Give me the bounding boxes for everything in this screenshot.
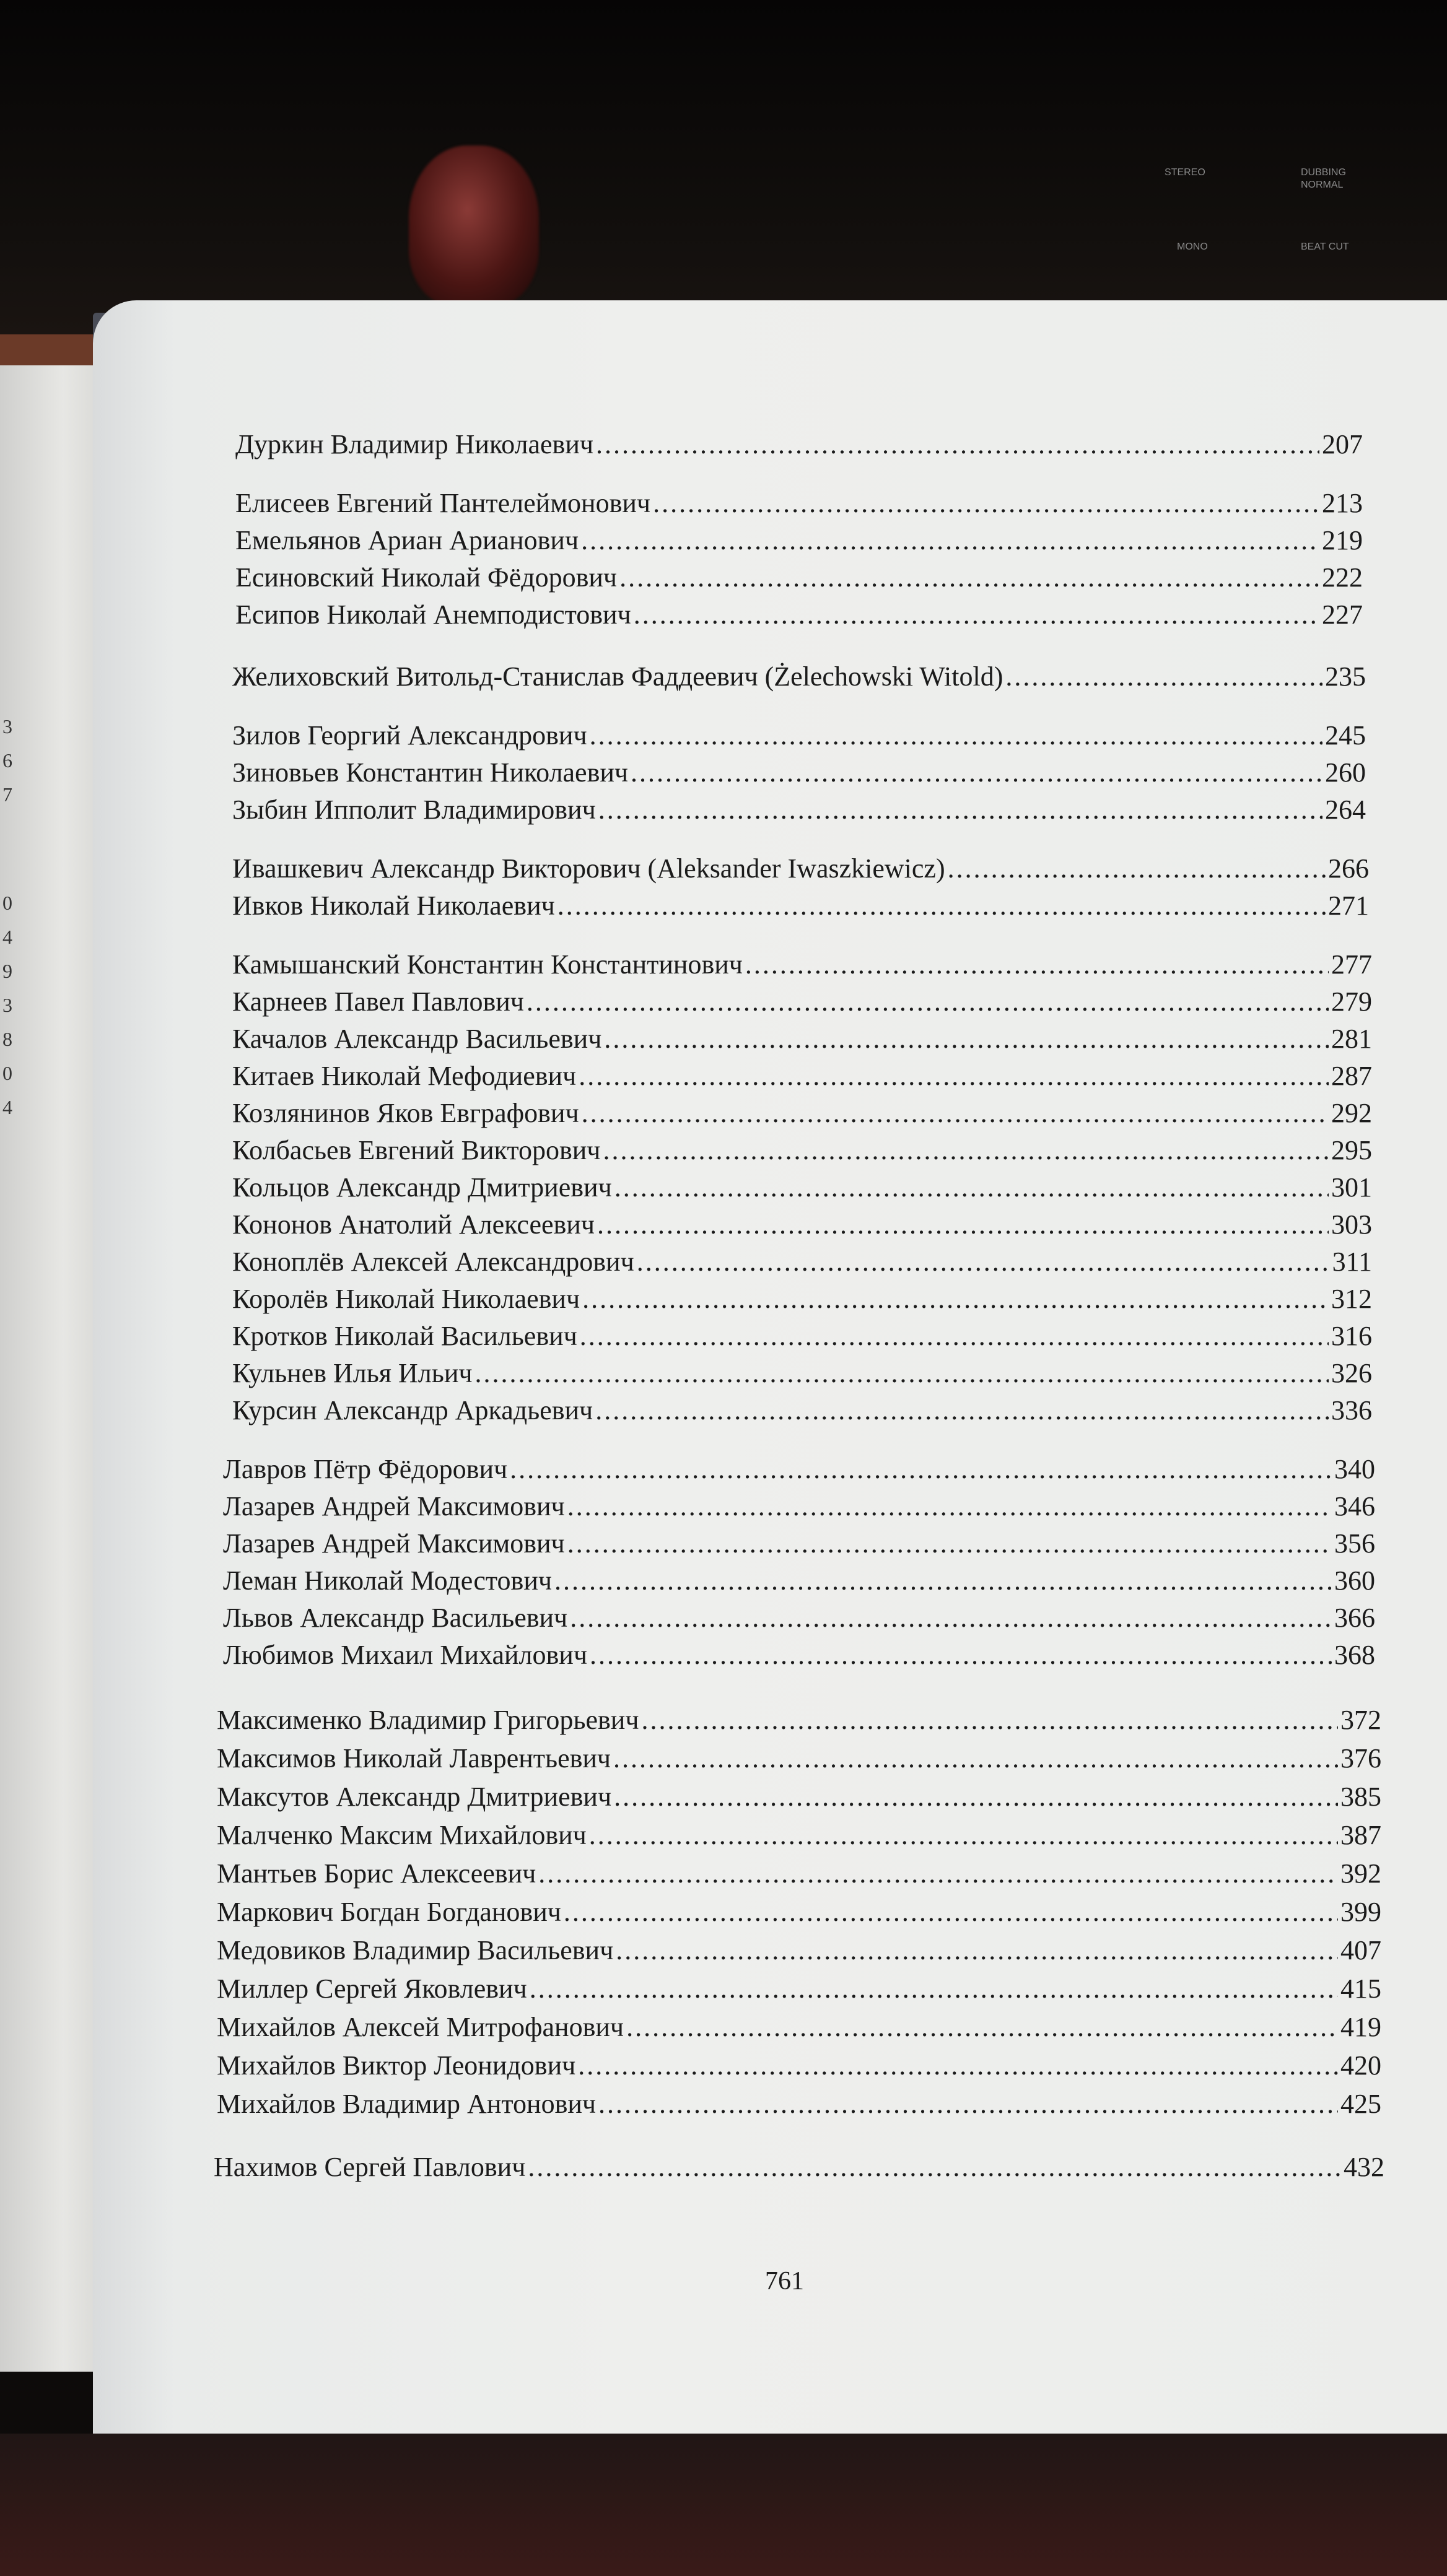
toc-leader-dots bbox=[604, 1022, 1329, 1056]
toc-entry-page: 287 bbox=[1331, 1061, 1372, 1091]
toc-entry-name: Кульнев Илья Ильич bbox=[232, 1358, 473, 1388]
toc-entry bbox=[232, 718, 1366, 753]
toc-leader-dots bbox=[582, 1096, 1329, 1131]
toc-entry-name: Михайлов Владимир Антонович bbox=[217, 2089, 597, 2119]
toc-leader-dots bbox=[637, 1245, 1330, 1279]
toc-entry bbox=[217, 1818, 1381, 1853]
toc-entry-page: 292 bbox=[1331, 1098, 1372, 1128]
toc-entry-page: 420 bbox=[1340, 2050, 1381, 2081]
toc-leader-dots bbox=[597, 1208, 1329, 1242]
toc-entry bbox=[217, 1856, 1381, 1891]
toc-entry bbox=[232, 1319, 1372, 1354]
toc-leader-dots bbox=[614, 1170, 1329, 1205]
toc-entry-page: 387 bbox=[1340, 1820, 1381, 1850]
toc-entry bbox=[217, 1741, 1381, 1776]
left-page-digit: 3 bbox=[2, 715, 12, 738]
toc-leader-dots bbox=[567, 1526, 1332, 1561]
toc-entry-page: 356 bbox=[1334, 1528, 1375, 1559]
toc-leader-dots bbox=[603, 1133, 1329, 1168]
toc-entry bbox=[223, 1564, 1375, 1598]
toc-leader-dots bbox=[582, 1282, 1329, 1316]
toc-entry-page: 245 bbox=[1325, 720, 1366, 751]
toc-entry bbox=[232, 1208, 1372, 1242]
toc-entry-name: Медовиков Владимир Васильевич bbox=[217, 1935, 614, 1965]
toc-leader-dots bbox=[580, 1319, 1329, 1354]
toc-entry-page: 336 bbox=[1331, 1395, 1372, 1425]
toc-entry bbox=[232, 755, 1366, 790]
toc-leader-dots bbox=[590, 718, 1322, 753]
toc-leader-dots bbox=[614, 1780, 1338, 1814]
toc-leader-dots bbox=[948, 851, 1326, 886]
toc-entry bbox=[232, 1356, 1372, 1391]
toc-entry-page: 277 bbox=[1331, 949, 1372, 980]
toc-leader-dots bbox=[641, 1703, 1338, 1738]
toc-entry-name: Китаев Николай Мефодиевич bbox=[232, 1061, 577, 1091]
toc-entry bbox=[232, 1245, 1372, 1279]
toc-entry-name: Маркович Богдан Богданович bbox=[217, 1897, 561, 1927]
toc-leader-dots bbox=[598, 2087, 1338, 2121]
left-page-digit: 7 bbox=[2, 783, 12, 806]
toc-entry-name: Лазарев Андрей Максимович bbox=[223, 1491, 565, 1521]
toc-entry bbox=[232, 1393, 1372, 1428]
toc-entry-name: Нахимов Сергей Павлович bbox=[214, 2152, 526, 2182]
toc-leader-dots bbox=[1005, 659, 1322, 694]
toc-entry-page: 281 bbox=[1331, 1024, 1372, 1054]
toc-entry-page: 366 bbox=[1334, 1603, 1375, 1633]
toc-leader-dots bbox=[538, 1856, 1338, 1891]
toc-entry bbox=[223, 1638, 1375, 1673]
toc-entry-page: 392 bbox=[1340, 1858, 1381, 1889]
toc-leader-dots bbox=[579, 1059, 1329, 1094]
toc-entry-page: 279 bbox=[1331, 986, 1372, 1017]
toc-entry-page: 264 bbox=[1325, 794, 1366, 825]
toc-leader-dots bbox=[570, 1601, 1332, 1635]
toc-entry-page: 295 bbox=[1331, 1135, 1372, 1165]
toc-entry bbox=[223, 1601, 1375, 1635]
toc-entry bbox=[217, 1972, 1381, 2006]
toc-entry bbox=[223, 1526, 1375, 1561]
toc-entry-name: Михайлов Виктор Леонидович bbox=[217, 2050, 576, 2081]
toc-entry-name: Карнеев Павел Павлович bbox=[232, 986, 524, 1017]
toc-entry-name: Есиновский Николай Фёдорович bbox=[235, 562, 618, 593]
toc-entry-page: 415 bbox=[1340, 1973, 1381, 2004]
toc-entry-name: Лавров Пётр Фёдорович bbox=[223, 1454, 508, 1484]
toc-entry bbox=[232, 1282, 1372, 1316]
toc-entry-name: Колбасьев Евгений Викторович bbox=[232, 1135, 601, 1165]
toc-leader-dots bbox=[616, 1933, 1338, 1968]
toc-leader-dots bbox=[527, 985, 1329, 1019]
toc-entry bbox=[232, 1096, 1372, 1131]
left-page-digit: 3 bbox=[2, 994, 12, 1016]
toc-entry-page: 213 bbox=[1322, 488, 1363, 518]
toc-entry bbox=[232, 793, 1366, 827]
toc-entry-name: Ивков Николай Николаевич bbox=[232, 890, 555, 921]
toc-entry-name: Есипов Николай Анемподистович bbox=[235, 599, 631, 630]
toc-leader-dots bbox=[634, 598, 1319, 632]
left-page-digit: 0 bbox=[2, 892, 12, 914]
toc-entry-name: Зилов Георгий Александрович bbox=[232, 720, 587, 751]
toc-entry-page: 340 bbox=[1334, 1454, 1375, 1484]
toc-entry-page: 301 bbox=[1331, 1172, 1372, 1203]
toc-entry-name: Кононов Анатолий Алексеевич bbox=[232, 1209, 595, 1240]
toc-entry-page: 316 bbox=[1331, 1321, 1372, 1351]
device-label: MONO bbox=[1177, 242, 1208, 252]
toc-entry-page: 372 bbox=[1340, 1705, 1381, 1735]
toc-entry bbox=[232, 1133, 1372, 1168]
toc-leader-dots bbox=[581, 523, 1319, 558]
toc-entry-name: Леман Николай Модестович bbox=[223, 1565, 553, 1596]
toc-entry-page: 303 bbox=[1331, 1209, 1372, 1240]
toc-entry-name: Качалов Александр Васильевич bbox=[232, 1024, 602, 1054]
toc-leader-dots bbox=[567, 1489, 1332, 1524]
toc-entry-page: 260 bbox=[1325, 757, 1366, 788]
toc-entry bbox=[235, 523, 1363, 558]
toc-leader-dots bbox=[510, 1452, 1332, 1487]
toc-entry bbox=[217, 1895, 1381, 1930]
page-folio: 761 bbox=[765, 2267, 804, 2295]
toc-entry bbox=[232, 1022, 1372, 1056]
toc-entry-name: Кольцов Александр Дмитриевич bbox=[232, 1172, 612, 1203]
toc-entry-name: Ивашкевич Александр Викторович (Aleksander Iwaszkiewicz) bbox=[232, 853, 945, 884]
left-page-digit: 4 bbox=[2, 1096, 12, 1118]
toc-entry-page: 368 bbox=[1334, 1640, 1375, 1670]
toc-leader-dots bbox=[745, 947, 1329, 982]
toc-entry-name: Емельянов Ариан Арианович bbox=[235, 525, 579, 555]
toc-entry bbox=[214, 2150, 1384, 2185]
toc-entry-page: 311 bbox=[1332, 1247, 1372, 1277]
toc-entry bbox=[232, 985, 1372, 1019]
toc-leader-dots bbox=[475, 1356, 1329, 1391]
toc-entry-page: 222 bbox=[1322, 562, 1363, 593]
toc-entry-page: 360 bbox=[1334, 1565, 1375, 1596]
toc-entry bbox=[217, 1780, 1381, 1814]
toc-entry-name: Зыбин Ипполит Владимирович bbox=[232, 794, 596, 825]
toc-entry-name: Кротков Николай Васильевич bbox=[232, 1321, 577, 1351]
toc-entry-page: 399 bbox=[1340, 1897, 1381, 1927]
toc-entry-name: Зиновьев Константин Николаевич bbox=[232, 757, 629, 788]
toc-leader-dots bbox=[589, 1818, 1338, 1853]
toc-entry bbox=[223, 1489, 1375, 1524]
toc-leader-dots bbox=[631, 755, 1322, 790]
toc-entry-name: Максименко Владимир Григорьевич bbox=[217, 1705, 639, 1735]
toc-entry bbox=[235, 486, 1363, 521]
toc-entry-page: 312 bbox=[1331, 1284, 1372, 1314]
toc-leader-dots bbox=[613, 1741, 1338, 1776]
toc-entry-name: Коноплёв Алексей Александрович bbox=[232, 1247, 634, 1277]
toc-entry bbox=[217, 2048, 1381, 2083]
toc-leader-dots bbox=[626, 2010, 1338, 2045]
left-page-digit: 6 bbox=[2, 749, 12, 772]
toc-entry-name: Лазарев Андрей Максимович bbox=[223, 1528, 565, 1559]
toc-entry bbox=[232, 947, 1372, 982]
toc-entry-page: 235 bbox=[1325, 661, 1366, 692]
toc-entry-page: 376 bbox=[1340, 1743, 1381, 1773]
toc-entry-name: Желиховский Витольд-Станислав Фаддеевич (Żelechowski Witold) bbox=[232, 661, 1003, 692]
toc-leader-dots bbox=[564, 1895, 1338, 1930]
toc-entry-page: 385 bbox=[1340, 1782, 1381, 1812]
toc-entry-name: Козлянинов Яков Евграфович bbox=[232, 1098, 579, 1128]
left-page-digit: 4 bbox=[2, 926, 12, 948]
toc-leader-dots bbox=[619, 560, 1319, 595]
toc-entry bbox=[217, 2010, 1381, 2045]
toc-entry bbox=[217, 2087, 1381, 2121]
toc-entry-page: 266 bbox=[1328, 853, 1369, 884]
toc-entry-name: Мантьев Борис Алексеевич bbox=[217, 1858, 536, 1889]
toc-entry-name: Камышанский Константин Константинович bbox=[232, 949, 743, 980]
toc-entry bbox=[232, 889, 1369, 923]
toc-entry bbox=[232, 1170, 1372, 1205]
toc-entry-page: 432 bbox=[1344, 2152, 1384, 2182]
toc-entry-name: Михайлов Алексей Митрофанович bbox=[217, 2012, 624, 2042]
toc-entry-name: Львов Александр Васильевич bbox=[223, 1603, 568, 1633]
toc-entry bbox=[217, 1933, 1381, 1968]
toc-entry-name: Миллер Сергей Яковлевич bbox=[217, 1973, 527, 2004]
toc-entry-name: Малченко Максим Михайлович bbox=[217, 1820, 587, 1850]
toc-leader-dots bbox=[578, 2048, 1338, 2083]
toc-entry bbox=[235, 427, 1363, 462]
toc-entry-page: 227 bbox=[1322, 599, 1363, 630]
toc-entry-name: Елисеев Евгений Пантелеймонович bbox=[235, 488, 651, 518]
toc-entry-name: Любимов Михаил Михайлович bbox=[223, 1640, 587, 1670]
left-page-digit: 0 bbox=[2, 1062, 12, 1084]
toc-entry-name: Дуркин Владимир Николаевич bbox=[235, 429, 593, 459]
toc-leader-dots bbox=[596, 427, 1319, 462]
toc-entry bbox=[232, 1059, 1372, 1094]
toc-entry-page: 271 bbox=[1328, 890, 1369, 921]
toc-leader-dots bbox=[598, 793, 1322, 827]
toc-entry-name: Курсин Александр Аркадьевич bbox=[232, 1395, 593, 1425]
device-label: BEAT CUT bbox=[1301, 242, 1349, 252]
toc-entry bbox=[235, 598, 1363, 632]
toc-entry bbox=[232, 659, 1366, 694]
toc-leader-dots bbox=[595, 1393, 1329, 1428]
toc-entry-name: Максутов Александр Дмитриевич bbox=[217, 1782, 612, 1812]
toc-leader-dots bbox=[528, 2150, 1341, 2185]
device-label: NORMAL bbox=[1301, 180, 1344, 190]
device-label: STEREO bbox=[1165, 167, 1205, 178]
toc-entry-page: 419 bbox=[1340, 2012, 1381, 2042]
toc-entry-page: 346 bbox=[1334, 1491, 1375, 1521]
toc-leader-dots bbox=[653, 486, 1319, 521]
toc-entry bbox=[223, 1452, 1375, 1487]
toc-entry bbox=[235, 560, 1363, 595]
toc-leader-dots bbox=[590, 1638, 1332, 1673]
toc-entry-page: 207 bbox=[1322, 429, 1363, 459]
toc-leader-dots bbox=[530, 1972, 1338, 2006]
toc-entry-name: Королёв Николай Николаевич bbox=[232, 1284, 580, 1314]
toc-leader-dots bbox=[554, 1564, 1332, 1598]
device-label: DUBBING bbox=[1301, 167, 1346, 178]
toc-entry-page: 407 bbox=[1340, 1935, 1381, 1965]
left-page-digit: 8 bbox=[2, 1028, 12, 1050]
table-surface bbox=[0, 2434, 1447, 2576]
left-page-digit: 9 bbox=[2, 960, 12, 982]
toc-entry-page: 326 bbox=[1331, 1358, 1372, 1388]
toc-entry bbox=[232, 851, 1369, 886]
toc-entry bbox=[217, 1703, 1381, 1738]
toc-leader-dots bbox=[557, 889, 1326, 923]
toc-entry-page: 219 bbox=[1322, 525, 1363, 555]
toc-entry-page: 425 bbox=[1340, 2089, 1381, 2119]
toc-entry-name: Максимов Николай Лаврентьевич bbox=[217, 1743, 611, 1773]
